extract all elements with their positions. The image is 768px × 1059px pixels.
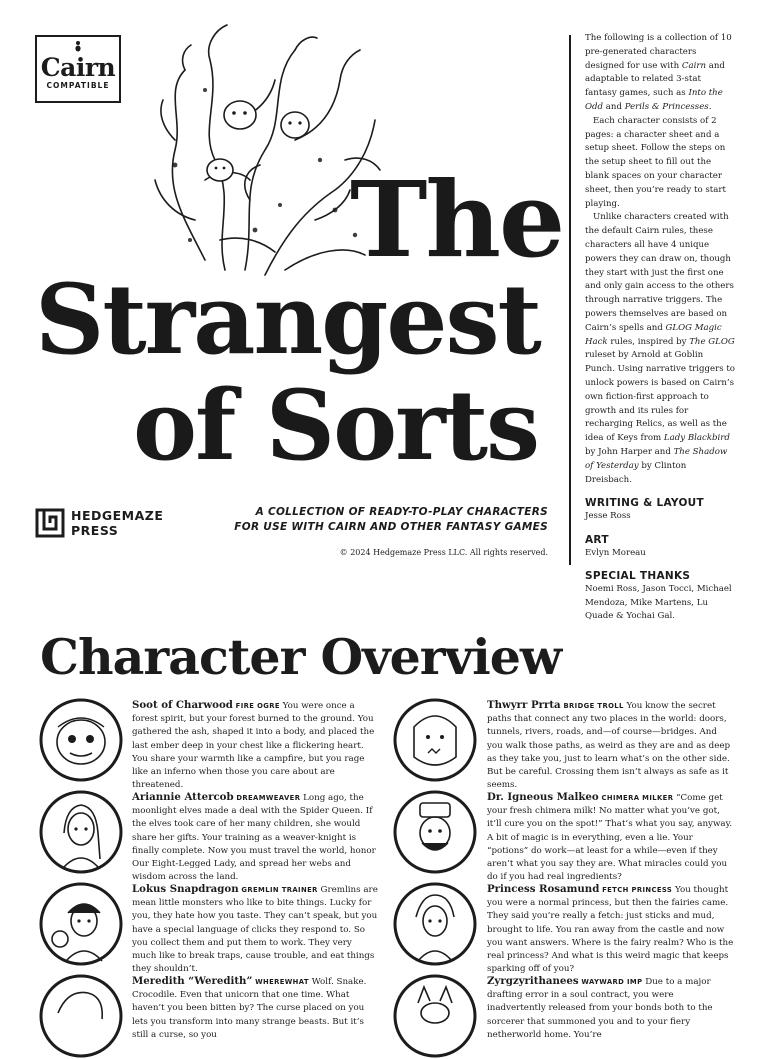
char-name: Meredith “Weredith” bbox=[132, 975, 253, 987]
char-desc-5 bbox=[487, 699, 735, 792]
char-name: Lokus Snapdragon bbox=[132, 883, 239, 895]
char-class: GREMLIN TRAINER bbox=[241, 886, 318, 894]
title-line-3: of Sorts bbox=[133, 369, 539, 482]
char-desc-6 bbox=[487, 791, 735, 884]
tagline-line-1: A COLLECTION OF READY-TO-PLAY CHARACTERS bbox=[255, 506, 548, 518]
tagline-line-2: FOR USE WITH CAIRN AND OTHER FANTASY GAMES bbox=[234, 521, 548, 533]
intro-paragraph-1: The following is a collection of 10 pre-generated characters designed for use with Cairn and adaptable to related 3-stat fantasy games, such as Into the Odd and Perils & Princesses. bbox=[585, 33, 732, 112]
cairn-compatible-badge bbox=[35, 35, 121, 103]
intro-paragraph-3: Unlike characters created with the default Cairn rules, these characters all have 4 unique powers they can draw on, though they start with just the first one and only gain access to the others through narrative triggers. The powers themselves are based on Cairn’s spells and GLOG Magic Hack rules, inspired by The GLOG ruleset by Arnold at Goblin Punch. Using narrative triggers to unlock powers is based on Cairn’s own fiction-first approach to growth and its rules for recharging Relics, as well as the idea of Keys from Lady Blackbird by John Harper and The Shadow of Yesterday by Clinton Dreisbach. bbox=[585, 212, 735, 485]
portrait-igneous-icon bbox=[392, 789, 478, 875]
char-name: Zyrgzyrithanees bbox=[487, 975, 579, 987]
char-class: WHEREWHAT bbox=[255, 978, 309, 986]
portrait-zyrg-icon bbox=[392, 973, 478, 1059]
char-class: WAYWARD IMP bbox=[581, 978, 643, 986]
char-class: BRIDGE TROLL bbox=[563, 702, 624, 710]
char-desc-8 bbox=[487, 975, 735, 1042]
char-class: FIRE OGRE bbox=[235, 702, 280, 710]
char-desc-2 bbox=[132, 791, 378, 884]
char-text: You were once a forest spirit, but your forest burned to the ground. You gathered the ash, shaped it into a body, and placed the last ember deep in your chest like a flickering heart. You share your warmth like a campfire, but you rage like an inferno when those you care about are threatened. bbox=[132, 701, 375, 791]
writing-heading: WRITING & LAYOUT bbox=[585, 497, 704, 510]
portrait-meredith-icon bbox=[38, 973, 124, 1059]
char-text: You know the secret paths that connect any two places in the world: doors, tunnels, rivers, roads, and—of course—bridges. And you walk those paths, as weird as they are and as deep as they take you, just to learn what’s on the other side. But be careful. Crossing them isn’t always as safe as it seems. bbox=[487, 701, 731, 791]
column-divider bbox=[569, 35, 571, 565]
art-heading: ART bbox=[585, 533, 609, 546]
char-name: Soot of Charwood bbox=[132, 699, 233, 711]
intro-column bbox=[585, 32, 735, 624]
char-class: DREAMWEAVER bbox=[236, 794, 301, 802]
char-text: Wolf. Snake. Crocodile. Even that unicorn that one time. What haven’t you been bitten by? The curse placed on you lets you transform into many strange beasts. But it’s still a curse, so you bbox=[132, 977, 367, 1040]
portrait-ariannie-icon bbox=[38, 789, 124, 875]
title-line-1: The bbox=[350, 158, 564, 281]
title-line-2: Strangest bbox=[35, 263, 540, 376]
portrait-thwyrr-icon bbox=[392, 697, 478, 783]
intro-paragraph-2: Each character consists of 2 pages: a character sheet and a setup sheet. Follow the steps on the setup sheet to fill out the blank spaces on your character sheet, then you’re ready to start playing. bbox=[585, 115, 726, 209]
portrait-rosamund-icon bbox=[392, 881, 478, 967]
char-desc-3 bbox=[132, 883, 378, 976]
char-desc-7 bbox=[487, 883, 735, 976]
char-text: Due to a major drafting error in a soul contract, you were inadvertently released from your bonds both to the sorcerer that summoned you and to your fiery netherworld home. You’re bbox=[487, 977, 713, 1040]
publisher-line-2: PRESS bbox=[71, 523, 119, 538]
char-name: Dr. Igneous Malkeo bbox=[487, 791, 599, 803]
publisher-line-1: HEDGEMAZE bbox=[71, 508, 164, 523]
compatible-label: COMPATIBLE bbox=[46, 81, 110, 90]
char-text: Long ago, the moonlight elves made a deal with the Spider Queen. If the elves took care of her many children, she would share her gifts. Your training as a weaver-knight is finally complete. Now you must travel the world, honor Our Eight-Legged Lady, and spread her webs and wisdom across the land. bbox=[132, 793, 376, 883]
tagline bbox=[234, 505, 548, 535]
char-class: CHIMERA MILKER bbox=[601, 794, 674, 802]
thanks-heading: SPECIAL THANKS bbox=[585, 570, 691, 583]
overview-title: Character Overview bbox=[40, 628, 562, 686]
hedgemaze-press-logo bbox=[35, 508, 165, 542]
hedgemaze-maze-icon bbox=[35, 508, 65, 538]
char-name: Princess Rosamund bbox=[487, 883, 600, 895]
copyright: © 2024 Hedgemaze Press LLC. All rights reserved. bbox=[339, 548, 548, 557]
char-text: “Come get your fresh chimera milk! No matter what you’ve got, it’ll cure you on the spot!” That’s what you say, anyway. A bit of magic is in everything, even a lie. Your “potions” do work—at least for a while—even if they aren’t what you say they are. What miracles could you do if you had real ingredients? bbox=[487, 793, 733, 883]
portrait-soot-icon bbox=[38, 697, 124, 783]
writing-credit: Jesse Ross bbox=[585, 511, 631, 522]
char-class: FETCH PRINCESS bbox=[602, 886, 673, 894]
portrait-lokus-icon bbox=[38, 881, 124, 967]
char-name: Ariannie Attercob bbox=[132, 791, 234, 803]
art-credit: Evlyn Moreau bbox=[585, 547, 646, 558]
char-desc-1 bbox=[132, 699, 378, 792]
char-text: You thought you were a normal princess, but then the fairies came. They said you’re really a fetch: just sticks and mud, brought to life. You ran away from the castle and now you want answers. Where is the fairy realm? Who is the real princess? And what is this weird magic that keeps sparking off of you? bbox=[487, 885, 734, 975]
thanks-credit: Noemi Ross, Jason Tocci, Michael Mendoza, Mike Martens, Lu Quade & Yochai Gal. bbox=[585, 584, 732, 622]
char-name: Thwyrr Prrta bbox=[487, 699, 561, 711]
char-desc-4 bbox=[132, 975, 378, 1042]
cairn-logo-text: Cairn bbox=[40, 53, 116, 82]
char-text: Gremlins are mean little monsters who like to bite things. Lucky for you, they hate how you taste. They can’t speak, but you have a special language of clicks they respond to. So you collect them and put them to work. They very much like to break traps, cause trouble, and eat things they shouldn’t. bbox=[132, 885, 378, 975]
